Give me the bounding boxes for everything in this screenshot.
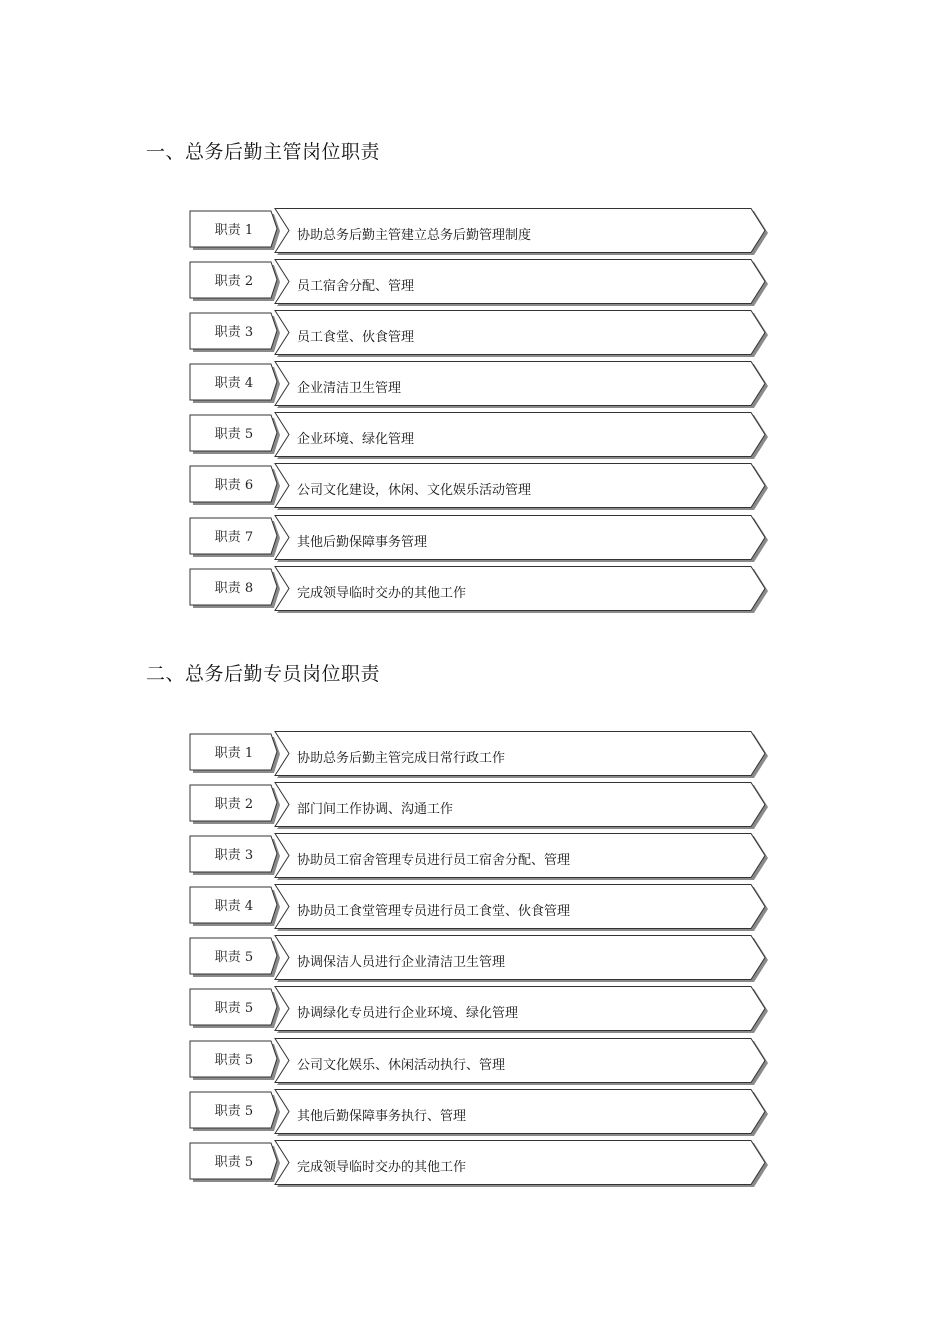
duty-row-arrow-shape (188, 782, 770, 828)
duty-text: 其他后勤保障事务管理 (297, 534, 428, 550)
duty-label: 职责 1 (214, 223, 254, 238)
duty-row (188, 566, 770, 612)
duty-row (188, 986, 770, 1032)
duty-label: 职责 6 (214, 478, 254, 494)
duty-label: 职责 5 (214, 1154, 254, 1170)
duty-label: 职责 5 (214, 1052, 254, 1068)
duty-row (188, 1140, 770, 1186)
section-title-specialist: 二、总务后勤专员岗位职责 (146, 663, 381, 685)
duty-label: 职责 4 (214, 899, 254, 915)
duty-text: 其他后勤保障事务执行、管理 (297, 1108, 467, 1124)
duty-row (188, 884, 770, 930)
duty-row (188, 1038, 770, 1084)
duty-row-arrow-shape (188, 412, 770, 458)
duty-row-arrow-shape (188, 259, 770, 305)
duty-row (188, 935, 770, 981)
duty-list-specialist (188, 731, 770, 1191)
duty-label: 职责 5 (214, 1103, 254, 1119)
section-title-supervisor: 一、总务后勤主管岗位职责 (146, 141, 381, 163)
duty-label: 职责 5 (214, 1001, 254, 1017)
duty-text: 企业清洁卫生管理 (297, 381, 402, 397)
duty-label: 职责 1 (214, 746, 254, 761)
duty-text: 协调绿化专员进行企业环境、绿化管理 (297, 1006, 519, 1022)
duty-label: 职责 5 (214, 427, 254, 443)
duty-text: 协助员工宿舍管理专员进行员工宿舍分配、管理 (297, 853, 571, 869)
duty-row (188, 1089, 770, 1135)
duty-row-arrow-shape (188, 566, 770, 612)
duty-row (188, 833, 770, 879)
duty-text: 完成领导临时交办的其他工作 (297, 585, 467, 601)
duty-row-arrow-shape (188, 310, 770, 356)
duty-text: 公司文化娱乐、休闲活动执行、管理 (297, 1057, 506, 1073)
duty-row (188, 731, 770, 777)
duty-row-arrow-shape (188, 515, 770, 561)
duty-row (188, 515, 770, 561)
duty-label: 职责 5 (214, 950, 254, 966)
duty-text: 员工食堂、伙食管理 (297, 330, 415, 346)
duty-text: 协调保洁人员进行企业清洁卫生管理 (297, 955, 506, 971)
duty-text: 完成领导临时交办的其他工作 (297, 1159, 467, 1175)
duty-row (188, 463, 770, 509)
duty-label: 职责 7 (214, 529, 254, 545)
duty-text: 协助总务后勤主管建立总务后勤管理制度 (297, 228, 532, 243)
duty-text: 协助员工食堂管理专员进行员工食堂、伙食管理 (297, 904, 571, 920)
duty-label: 职责 2 (214, 274, 254, 290)
duty-row (188, 412, 770, 458)
duty-row (188, 361, 770, 407)
duty-row-arrow-shape (188, 1140, 770, 1186)
duty-row (188, 782, 770, 828)
duty-row-arrow-shape (188, 361, 770, 407)
duty-text: 公司文化建设，休闲、文化娱乐活动管理 (297, 483, 532, 499)
duty-row (188, 208, 770, 254)
duty-label: 职责 3 (214, 325, 254, 341)
duty-row-arrow-shape (188, 1089, 770, 1135)
duty-label: 职责 2 (214, 797, 254, 813)
duty-label: 职责 8 (214, 580, 254, 596)
duty-row (188, 259, 770, 305)
duty-label: 职责 3 (214, 848, 254, 864)
duty-list-supervisor (188, 208, 770, 617)
duty-label: 职责 4 (214, 376, 254, 392)
duty-text: 部门间工作协调、沟通工作 (297, 802, 454, 818)
duty-row (188, 310, 770, 356)
duty-text: 员工宿舍分配、管理 (297, 279, 415, 295)
duty-text: 企业环境、绿化管理 (297, 432, 415, 448)
duty-text: 协助总务后勤主管完成日常行政工作 (297, 751, 506, 766)
